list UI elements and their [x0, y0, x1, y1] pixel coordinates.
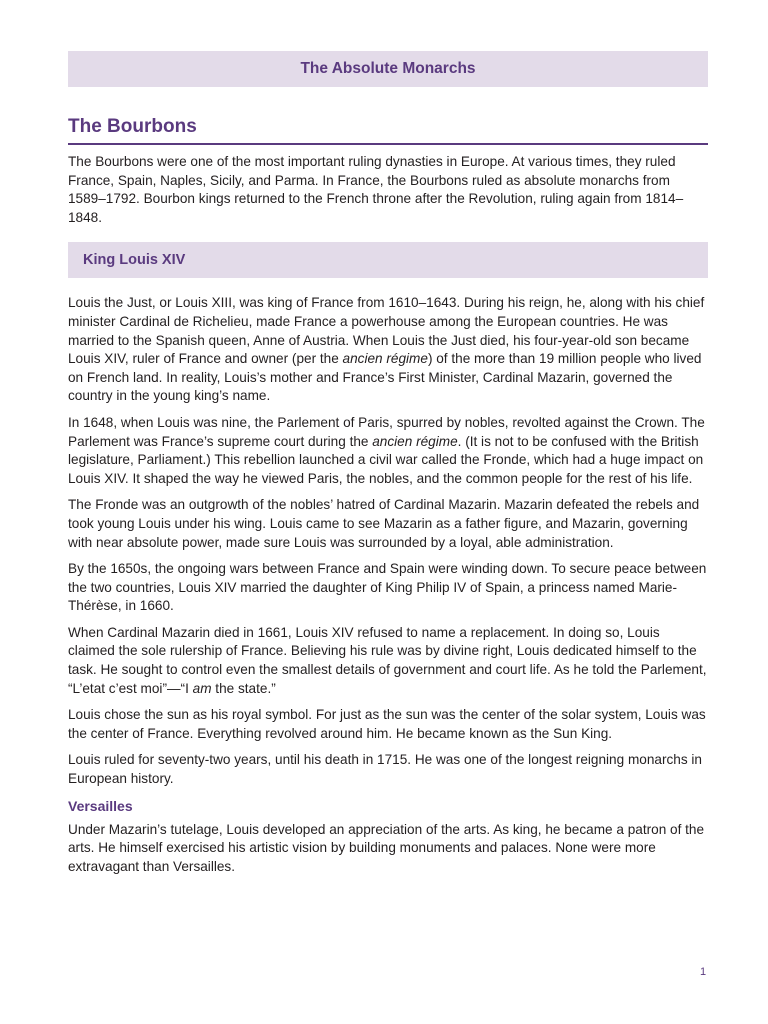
subsection-heading: King Louis XIV — [83, 252, 186, 269]
body-paragraph: By the 1650s, the ongoing wars between France and Spain were winding down. To secure peace between the two countries, Louis XIV married the daughter of King Philip IV of Spain, a princess named Marie-Thérèse, in 1660. — [68, 561, 707, 614]
emphasis-text: ancien régime — [342, 351, 428, 367]
body-paragraph: The Fronde was an outgrowth of the nobles’ hatred of Cardinal Mazarin. Mazarin defeated the rebels and took young Louis under his wing. Louis came to see Mazarin as a father figure, and Mazarin, governing with near absolute power, made sure Louis was surrounded by a loyal, able administration. — [68, 497, 700, 550]
versailles-paragraph: Under Mazarin’s tutelage, Louis developed an appreciation of the arts. As king, he became a patron of the arts. He himself exercised his artistic vision by building monuments and palaces. None were more extravagant than Versailles. — [68, 821, 705, 874]
emphasis-text: ancien régime — [372, 433, 458, 449]
chapter-title: The Absolute Monarchs — [300, 60, 476, 77]
versailles-heading: Versailles — [68, 797, 133, 814]
body-paragraph: When Cardinal Mazarin died in 1661, Louis XIV refused to name a replacement. In doing so, Louis claimed the sole rulership of France. Believing his rule was by divine right, Louis dedicated himself to the task. He sought to control even the smallest details of government and court life. As he told the Parlement, “L’etat c’est moi”—“I am the state.” — [68, 624, 707, 696]
intro-paragraph: The Bourbons were one of the most important ruling dynasties in Europe. At various times, they ruled France, Spain, Naples, Sicily, and Parma. In France, the Bourbons ruled as absolute monarchs from 1589–1792. Bourbon kings returned to the French throne after the Revolution, ruling again from 1814–1848. — [68, 154, 684, 225]
body-paragraph: Louis ruled for seventy-two years, until his death in 1715. He was one of the longest reigning monarchs in European history. — [68, 752, 702, 787]
page-number: 1 — [700, 966, 707, 978]
emphasis-text: am — [192, 680, 212, 696]
chapter-banner — [68, 51, 708, 87]
subsection-banner — [68, 242, 708, 278]
subsection-body — [68, 294, 708, 788]
body-paragraph: In 1648, when Louis was nine, the Parlement of Paris, spurred by nobles, revolted against the Crown. The Parlement was France’s supreme court during the ancien régime. (It is not to be confused with the British legislature, Parliament.) This rebellion launched a civil war called the Fronde, which had a huge impact on Louis XIV. It shaped the way he viewed Paris, the nobles, and the common people for the rest of his life. — [68, 414, 705, 486]
section-heading: The Bourbons — [68, 116, 708, 145]
body-paragraph: Louis the Just, or Louis XIII, was king of France from 1610–1643. During his reign, he, along with his chief minister Cardinal de Richelieu, made France a powerhouse among the European countries. He was married to the Spanish queen, Anne of Austria. When Louis the Just died, his four-year-old son became Louis XIV, ruler of France and owner (per the ancien régime) of the more than 19 million people who lived on French land. In reality, Louis’s mother and France’s First Minister, Cardinal Mazarin, governed the country in the young king’s name. — [68, 295, 705, 404]
body-paragraph: Louis chose the sun as his royal symbol. For just as the sun was the center of the solar system, Louis was the center of France. Everything revolved around him. He became known as the Sun King. — [68, 707, 706, 741]
document-page — [68, 51, 708, 876]
